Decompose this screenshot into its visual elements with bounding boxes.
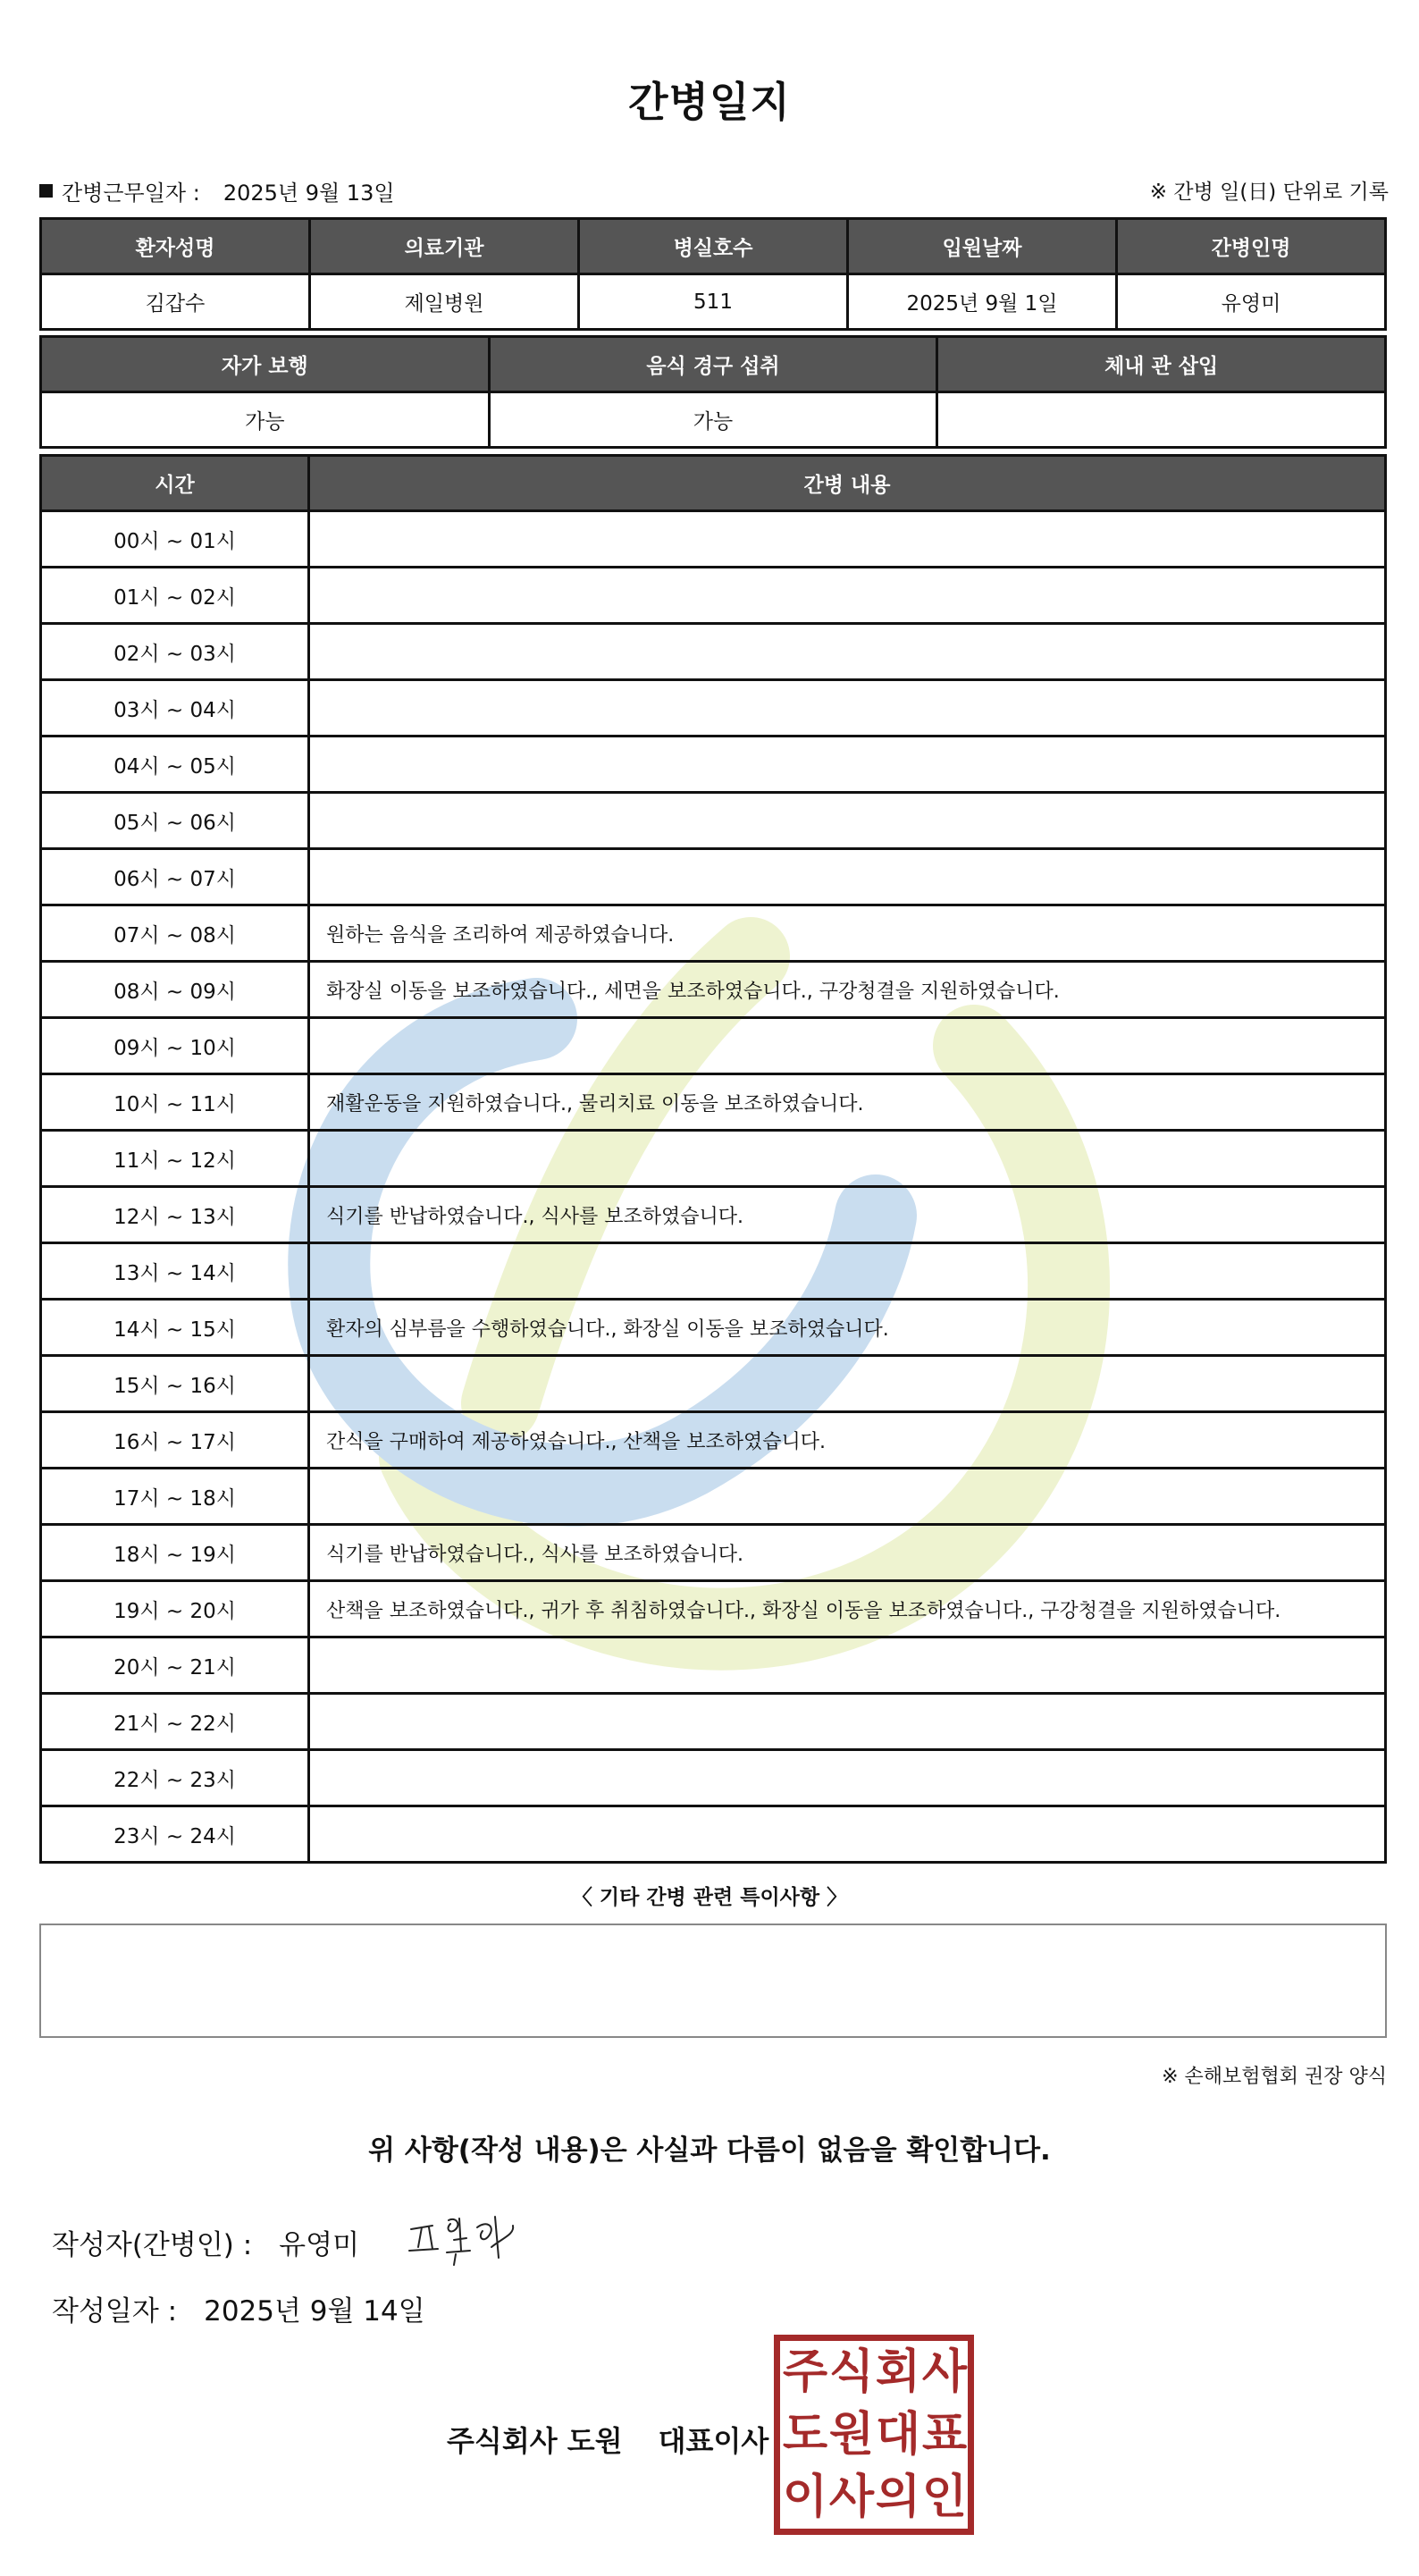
table-row	[41, 737, 1386, 793]
seal-char: 인	[921, 2471, 968, 2524]
admission-date: 2025년 9월 1일	[848, 274, 1117, 330]
care-content	[309, 1243, 1386, 1300]
oral-intake-value: 가능	[489, 392, 937, 448]
table-row	[41, 1074, 1386, 1131]
company-name: 주식회사 도원	[447, 2424, 623, 2458]
care-content: 산책을 보조하였습니다., 귀가 후 취침하였습니다., 화장실 이동을 보조하였습니다., 구강청결을 지원하였습니다.	[309, 1581, 1386, 1637]
care-content	[309, 849, 1386, 905]
time-slot: 09시 ~ 10시	[41, 1018, 309, 1074]
table-row	[41, 1131, 1386, 1187]
care-content	[309, 511, 1386, 568]
table-row	[41, 511, 1386, 568]
patient-status-table	[39, 335, 1387, 449]
time-slot: 14시 ~ 15시	[41, 1300, 309, 1356]
time-slot: 10시 ~ 11시	[41, 1074, 309, 1131]
table-row	[41, 1356, 1386, 1412]
header-care-content: 간병 내용	[309, 456, 1386, 511]
seal-char: 회	[875, 2345, 921, 2399]
time-slot: 19시 ~ 20시	[41, 1581, 309, 1637]
confirmation-statement: 위 사항(작성 내용)은 사실과 다름이 없음을 확인합니다.	[368, 2134, 1051, 2167]
time-slot: 23시 ~ 24시	[41, 1806, 309, 1863]
time-slot: 02시 ~ 03시	[41, 624, 309, 680]
seal-char: 사	[921, 2345, 968, 2399]
time-slot: 20시 ~ 21시	[41, 1637, 309, 1694]
time-slot: 04시 ~ 05시	[41, 737, 309, 793]
table-row	[41, 624, 1386, 680]
time-slot: 15시 ~ 16시	[41, 1356, 309, 1412]
table-row	[41, 1018, 1386, 1074]
table-row	[41, 1243, 1386, 1300]
care-log-table	[39, 454, 1387, 1864]
time-slot: 12시 ~ 13시	[41, 1187, 309, 1243]
table-row	[41, 1806, 1386, 1863]
form-source-note: ※ 손해보험협회 권장 양식	[1162, 2066, 1387, 2088]
table-row	[41, 1637, 1386, 1694]
header-hospital: 의료기관	[310, 219, 579, 274]
header-patient-name: 환자성명	[41, 219, 310, 274]
table-row	[41, 1750, 1386, 1806]
table-row	[41, 1412, 1386, 1469]
caregiver-name: 유영미	[1117, 274, 1386, 330]
seal-char: 이	[782, 2471, 828, 2524]
room-number: 511	[579, 274, 848, 330]
time-slot: 11시 ~ 12시	[41, 1131, 309, 1187]
table-row	[41, 793, 1386, 849]
care-content: 화장실 이동을 보조하였습니다., 세면을 보조하였습니다., 구강청결을 지원하였습니다.	[309, 962, 1386, 1018]
seal-char: 대	[875, 2408, 921, 2462]
patient-info-table	[39, 217, 1387, 331]
care-content: 간식을 구매하여 제공하였습니다., 산책을 보조하였습니다.	[309, 1412, 1386, 1469]
table-row	[41, 1581, 1386, 1637]
time-slot: 21시 ~ 22시	[41, 1694, 309, 1750]
table-row	[41, 1525, 1386, 1581]
time-slot: 01시 ~ 02시	[41, 568, 309, 624]
care-content: 환자의 심부름을 수행하였습니다., 화장실 이동을 보조하였습니다.	[309, 1300, 1386, 1356]
page-title: 간병일지	[628, 78, 791, 126]
table-row	[41, 905, 1386, 962]
time-slot: 13시 ~ 14시	[41, 1243, 309, 1300]
care-content	[309, 793, 1386, 849]
tube-insertion-value	[937, 392, 1386, 448]
time-slot: 05시 ~ 06시	[41, 793, 309, 849]
seal-char: 원	[828, 2408, 875, 2462]
patient-name: 김갑수	[41, 274, 310, 330]
care-content	[309, 1637, 1386, 1694]
care-content	[309, 1131, 1386, 1187]
seal-char: 의	[875, 2471, 921, 2524]
time-slot: 22시 ~ 23시	[41, 1750, 309, 1806]
care-content: 식기를 반납하였습니다., 식사를 보조하였습니다.	[309, 1187, 1386, 1243]
care-content	[309, 1694, 1386, 1750]
time-slot: 03시 ~ 04시	[41, 680, 309, 737]
company-representative: 대표이사	[658, 2424, 769, 2458]
table-row	[41, 1187, 1386, 1243]
table-row	[41, 1694, 1386, 1750]
care-content	[309, 1469, 1386, 1525]
work-date-value: 2025년 9월 13일	[223, 181, 395, 206]
care-content	[309, 737, 1386, 793]
time-slot: 08시 ~ 09시	[41, 962, 309, 1018]
time-slot: 00시 ~ 01시	[41, 511, 309, 568]
time-slot: 17시 ~ 18시	[41, 1469, 309, 1525]
hospital-name: 제일병원	[310, 274, 579, 330]
seal-char: 도	[782, 2408, 828, 2462]
header-tube-insertion: 체내 관 삽입	[937, 337, 1386, 392]
header-room-number: 병실호수	[579, 219, 848, 274]
seal-char: 주	[782, 2345, 828, 2399]
notes-title: 〈 기타 간병 관련 특이사항 〉	[571, 1886, 848, 1909]
care-content	[309, 1356, 1386, 1412]
table-row	[41, 680, 1386, 737]
care-content	[309, 1018, 1386, 1074]
writer-label: 작성자(간병인) :	[52, 2229, 253, 2261]
care-content: 원하는 음식을 조리하여 제공하였습니다.	[309, 905, 1386, 962]
care-content	[309, 680, 1386, 737]
seal-char: 사	[828, 2471, 875, 2524]
header-oral-intake: 음식 경구 섭취	[489, 337, 937, 392]
time-slot: 07시 ~ 08시	[41, 905, 309, 962]
time-slot: 06시 ~ 07시	[41, 849, 309, 905]
header-caregiver-name: 간병인명	[1117, 219, 1386, 274]
seal-char: 표	[921, 2408, 968, 2462]
care-content: 재활운동을 지원하였습니다., 물리치료 이동을 보조하였습니다.	[309, 1074, 1386, 1131]
work-date-label: 간병근무일자 :	[62, 181, 200, 206]
care-content	[309, 568, 1386, 624]
unit-note: ※ 간병 일(日) 단위로 기록	[1149, 181, 1389, 204]
seal-char: 식	[828, 2345, 875, 2399]
self-walking-value: 가능	[41, 392, 490, 448]
table-row	[41, 568, 1386, 624]
time-slot: 16시 ~ 17시	[41, 1412, 309, 1469]
header-self-walking: 자가 보행	[41, 337, 490, 392]
written-date-label: 작성일자 :	[52, 2295, 178, 2328]
table-row	[41, 1300, 1386, 1356]
written-date-value: 2025년 9월 14일	[204, 2295, 425, 2328]
header-time: 시간	[41, 456, 309, 511]
care-content	[309, 1750, 1386, 1806]
header-admission-date: 입원날짜	[848, 219, 1117, 274]
care-content	[309, 624, 1386, 680]
table-row	[41, 849, 1386, 905]
writer-name: 유영미	[279, 2229, 360, 2261]
table-row	[41, 1469, 1386, 1525]
table-row	[41, 962, 1386, 1018]
care-content	[309, 1806, 1386, 1863]
care-content: 식기를 반납하였습니다., 식사를 보조하였습니다.	[309, 1525, 1386, 1581]
time-slot: 18시 ~ 19시	[41, 1525, 309, 1581]
